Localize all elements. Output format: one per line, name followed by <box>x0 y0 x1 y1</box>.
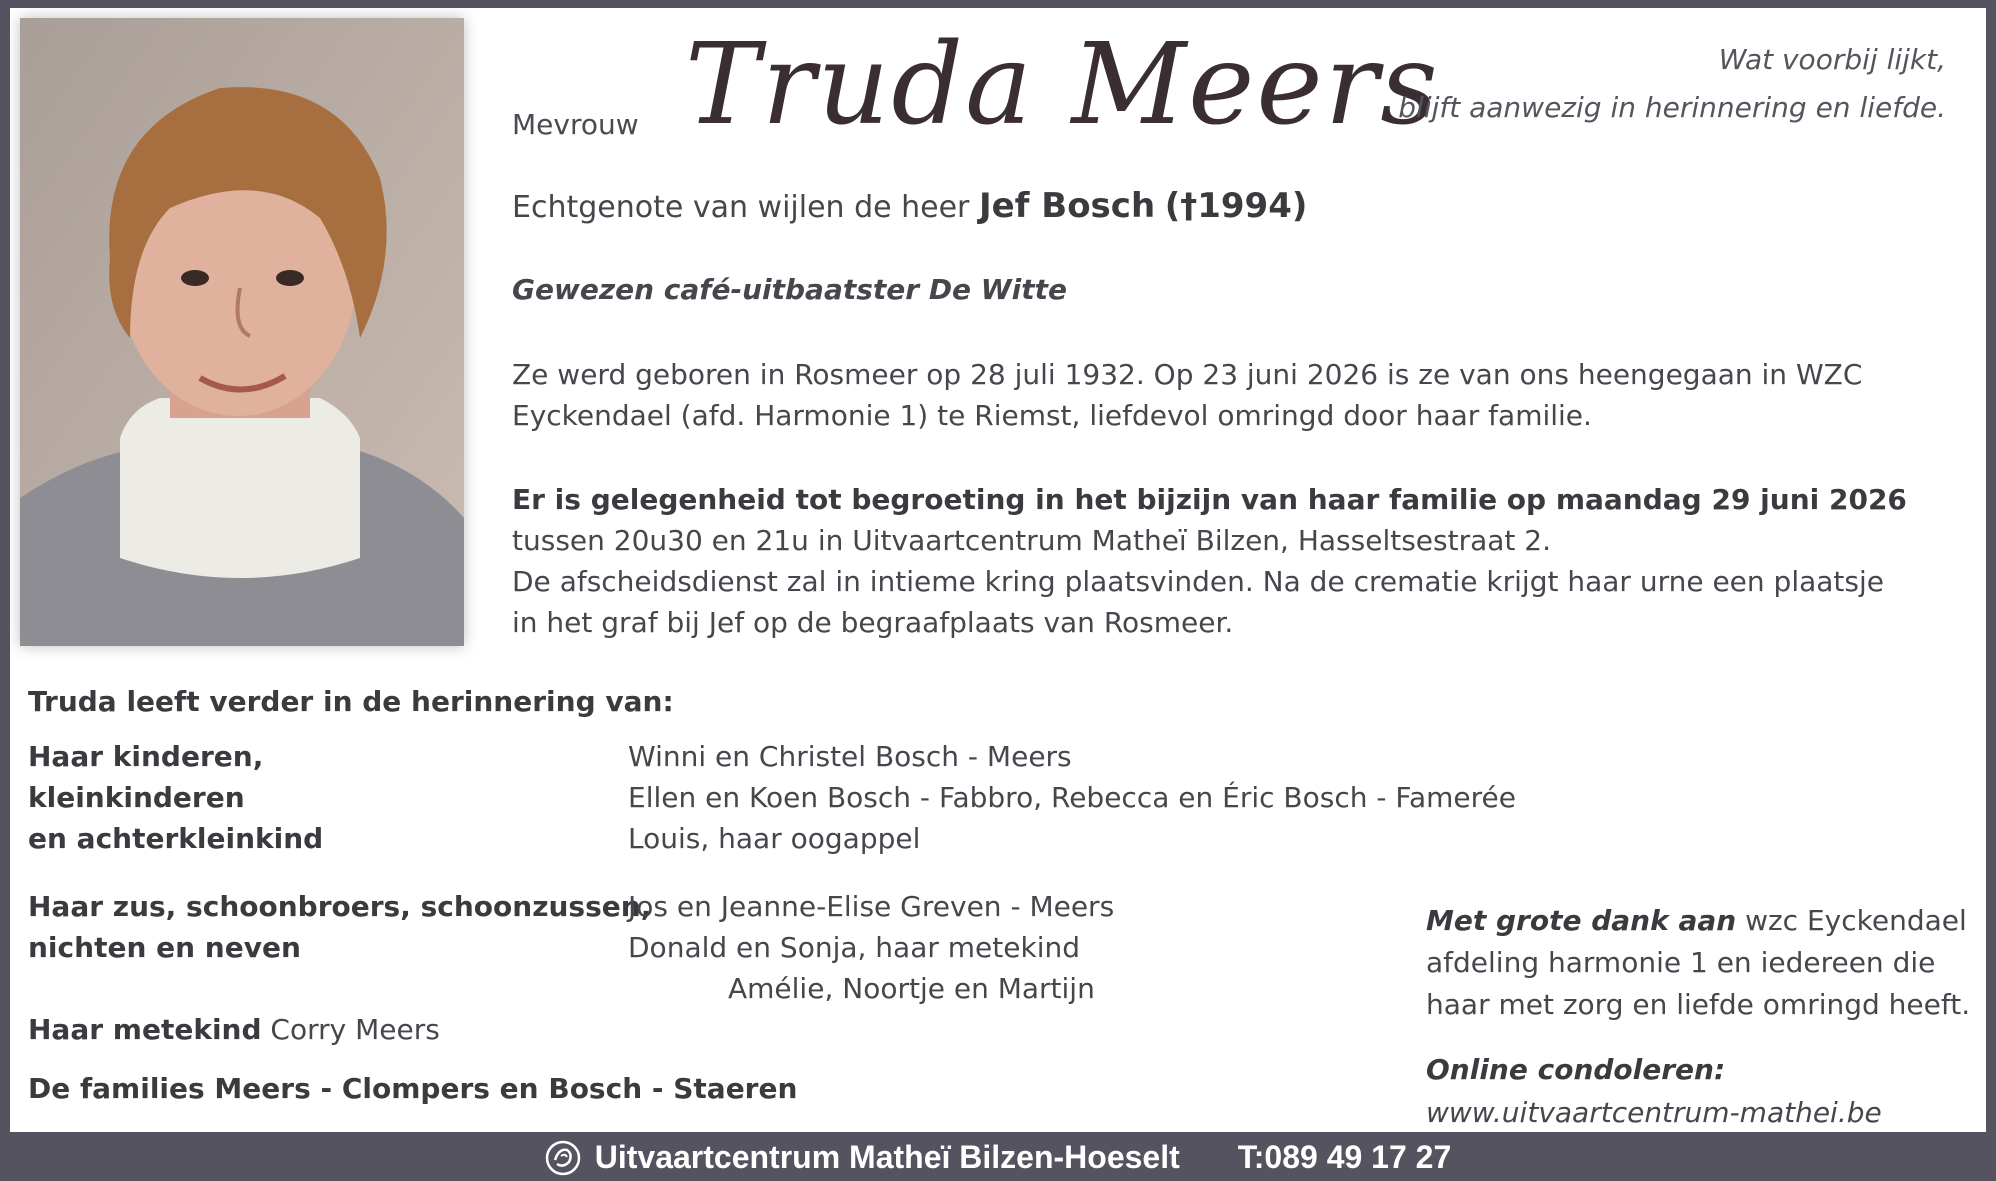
quote-line-1: Wat voorbij lijkt, <box>1718 43 1946 76</box>
siblings-names <box>628 886 1114 1009</box>
children-label-line: en achterkleinkind <box>28 822 324 855</box>
footer-bar <box>0 1134 1996 1181</box>
rose-logo-icon <box>545 1140 581 1176</box>
online-label: Online condoleren: <box>1426 1053 1726 1086</box>
obituary-card <box>10 8 1986 1132</box>
birth-line-2: Eyckendael (afd. Harmonie 1) te Riemst, liefdevol omringd door haar familie. <box>512 399 1592 432</box>
deceased-name: Truda Meers <box>685 20 1440 150</box>
siblings-name-line: Jos en Jeanne-Elise Greven - Meers <box>628 890 1115 923</box>
online-url[interactable]: www.uitvaartcentrum-mathei.be <box>1426 1096 1882 1129</box>
portrait-illustration <box>20 18 464 646</box>
ceremony-line-3: De afscheidsdienst zal in intieme kring plaatsvinden. Na de crematie krijgt haar urne een plaatsje <box>512 565 1884 598</box>
siblings-label-line: nichten en neven <box>28 931 301 964</box>
quote-line-2: blijft aanwezig in herinnering en liefde. <box>1398 91 1946 124</box>
spouse-name: Jef Bosch <box>978 186 1156 226</box>
families-line: De families Meers - Clompers en Bosch - Staeren <box>28 1072 798 1105</box>
thanks-bold: Met grote dank aan <box>1426 904 1737 937</box>
spouse-line <box>512 186 1307 226</box>
metekind-line <box>28 1013 440 1046</box>
birth-paragraph <box>512 354 1972 436</box>
title-prefix: Mevrouw <box>512 108 639 141</box>
remembrance-heading: Truda leeft verder in de herinnering van: <box>28 685 674 718</box>
portrait-photo <box>20 18 464 646</box>
occupation: Gewezen café-uitbaatster De Witte <box>512 273 1068 306</box>
ceremony-paragraph <box>512 479 1972 643</box>
metekind-label: Haar metekind <box>28 1013 262 1046</box>
spouse-years: (†1994) <box>1164 186 1308 226</box>
children-names <box>628 736 1516 859</box>
thanks-block <box>1426 900 1986 1026</box>
metekind-name: Corry Meers <box>270 1013 440 1046</box>
siblings-label-line: Haar zus, schoonbroers, schoonzussen, <box>28 890 652 923</box>
children-label-line: Haar kinderen, <box>28 740 264 773</box>
children-name-line: Winni en Christel Bosch - Meers <box>628 740 1072 773</box>
children-name-line: Ellen en Koen Bosch - Fabbro, Rebecca en Éric Bosch - Famerée <box>628 781 1516 814</box>
thanks-rest: wzc Eyckendael <box>1745 904 1967 937</box>
online-condolence <box>1426 1048 1882 1134</box>
siblings-name-line: Amélie, Noortje en Martijn <box>728 972 1095 1005</box>
ceremony-bold-line: Er is gelegenheid tot begroeting in het bijzijn van haar familie op maandag 29 juni 2026 <box>512 483 1907 516</box>
spouse-prefix: Echtgenote van wijlen de heer <box>512 190 970 225</box>
memorial-quote <box>1398 36 1946 132</box>
footer-phone[interactable]: T:089 49 17 27 <box>1237 1139 1452 1175</box>
siblings-label <box>28 886 651 968</box>
children-name-line: Louis, haar oogappel <box>628 822 921 855</box>
birth-line-1: Ze werd geboren in Rosmeer op 28 juli 1932. Op 23 juni 2026 is ze van ons heengegaan in WZC <box>512 358 1863 391</box>
siblings-name-line: Donald en Sonja, haar metekind <box>628 931 1081 964</box>
children-label-line: kleinkinderen <box>28 781 245 814</box>
ceremony-line-4: in het graf bij Jef op de begraafplaats van Rosmeer. <box>512 606 1234 639</box>
ceremony-line-2: tussen 20u30 en 21u in Uitvaartcentrum Matheï Bilzen, Hasseltsestraat 2. <box>512 524 1552 557</box>
thanks-line-2: afdeling harmonie 1 en iedereen die <box>1426 946 1936 979</box>
footer-company: Uitvaartcentrum Matheï Bilzen-Hoeselt <box>594 1139 1180 1175</box>
children-label <box>28 736 323 859</box>
thanks-line-3: haar met zorg en liefde omringd heeft. <box>1426 988 1971 1021</box>
